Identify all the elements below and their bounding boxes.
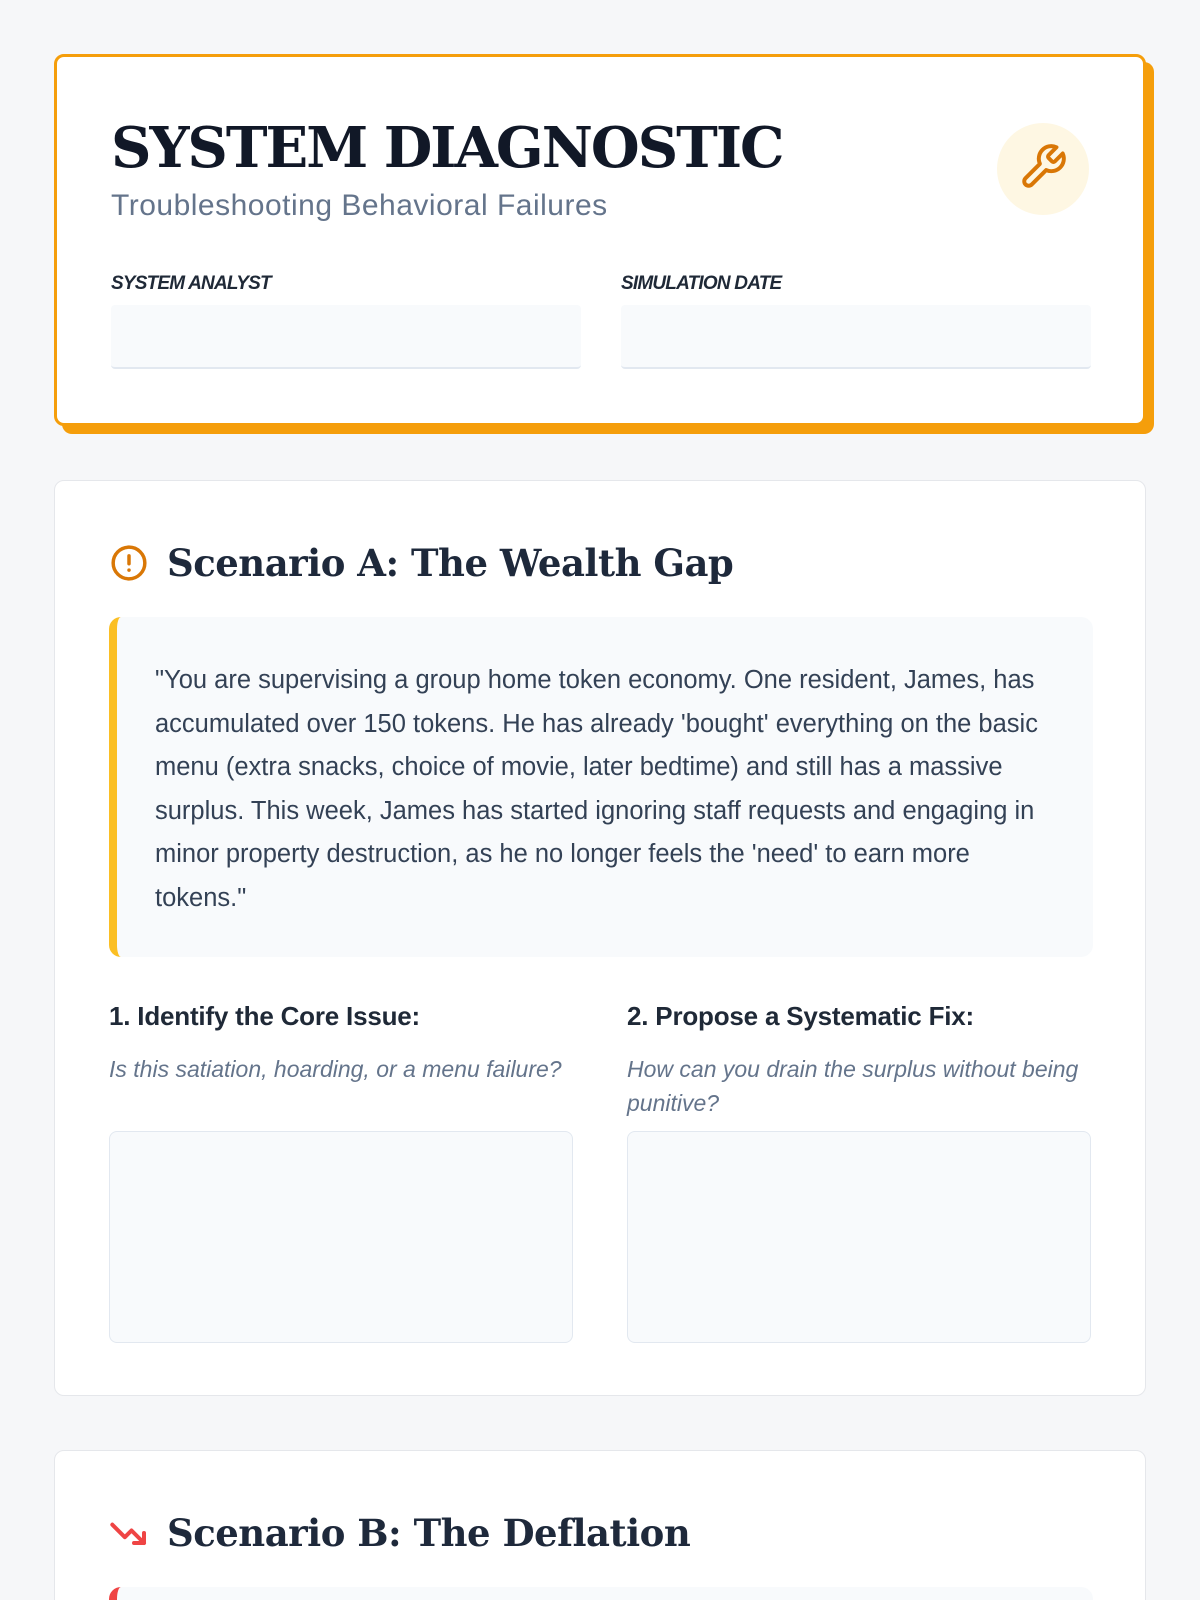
simulation-date-group xyxy=(621,273,1091,369)
scenario-card-b xyxy=(54,1450,1146,1600)
core-issue-answer-field[interactable] xyxy=(109,1131,573,1343)
scenario-a-description-box xyxy=(109,617,1093,957)
wrench-badge xyxy=(997,123,1089,215)
trending-down-icon xyxy=(109,1513,149,1553)
question-core-issue-label: 1. Identify the Core Issue: xyxy=(109,1001,421,1031)
scenario-a-description: "You are supervising a group home token economy. One resident, James, has accumulated over 150 tokens. He has already 'bought' everything on the basic menu (extra snacks, choice of movie, later bedtime) and still has a massive surplus. This week, James has started ignoring staff requests and engaging in minor property destruction, as he no longer feels the 'need' to earn more tokens." xyxy=(155,666,1038,912)
alert-circle-icon xyxy=(109,543,149,583)
scenario-a-title: Scenario A: The Wealth Gap xyxy=(167,541,734,585)
page-subtitle: Troubleshooting Behavioral Failures xyxy=(111,189,608,222)
header-card xyxy=(54,54,1146,426)
systematic-fix-answer-field[interactable] xyxy=(627,1131,1091,1343)
wrench-icon xyxy=(1018,142,1068,197)
question-systematic-fix xyxy=(627,1001,1091,1120)
simulation-date-label: SIMULATION DATE xyxy=(621,273,782,294)
question-core-issue xyxy=(109,1001,573,1086)
system-analyst-group xyxy=(111,273,581,369)
scenario-b-title: Scenario B: The Deflation xyxy=(167,1511,691,1555)
simulation-date-input[interactable] xyxy=(621,305,1091,369)
scenario-a-heading xyxy=(109,541,733,585)
system-analyst-input[interactable] xyxy=(111,305,581,369)
scenario-b-heading xyxy=(109,1511,690,1555)
question-systematic-fix-label: 2. Propose a Systematic Fix: xyxy=(627,1001,974,1031)
scenario-card-a xyxy=(54,480,1146,1396)
question-systematic-fix-hint: How can you drain the surplus without being punitive? xyxy=(627,1056,1079,1116)
system-analyst-label: SYSTEM ANALYST xyxy=(111,273,271,294)
question-core-issue-hint: Is this satiation, hoarding, or a menu failure? xyxy=(109,1056,562,1082)
page-title: SYSTEM DIAGNOSTIC xyxy=(111,115,783,181)
scenario-b-description-box xyxy=(109,1587,1093,1600)
